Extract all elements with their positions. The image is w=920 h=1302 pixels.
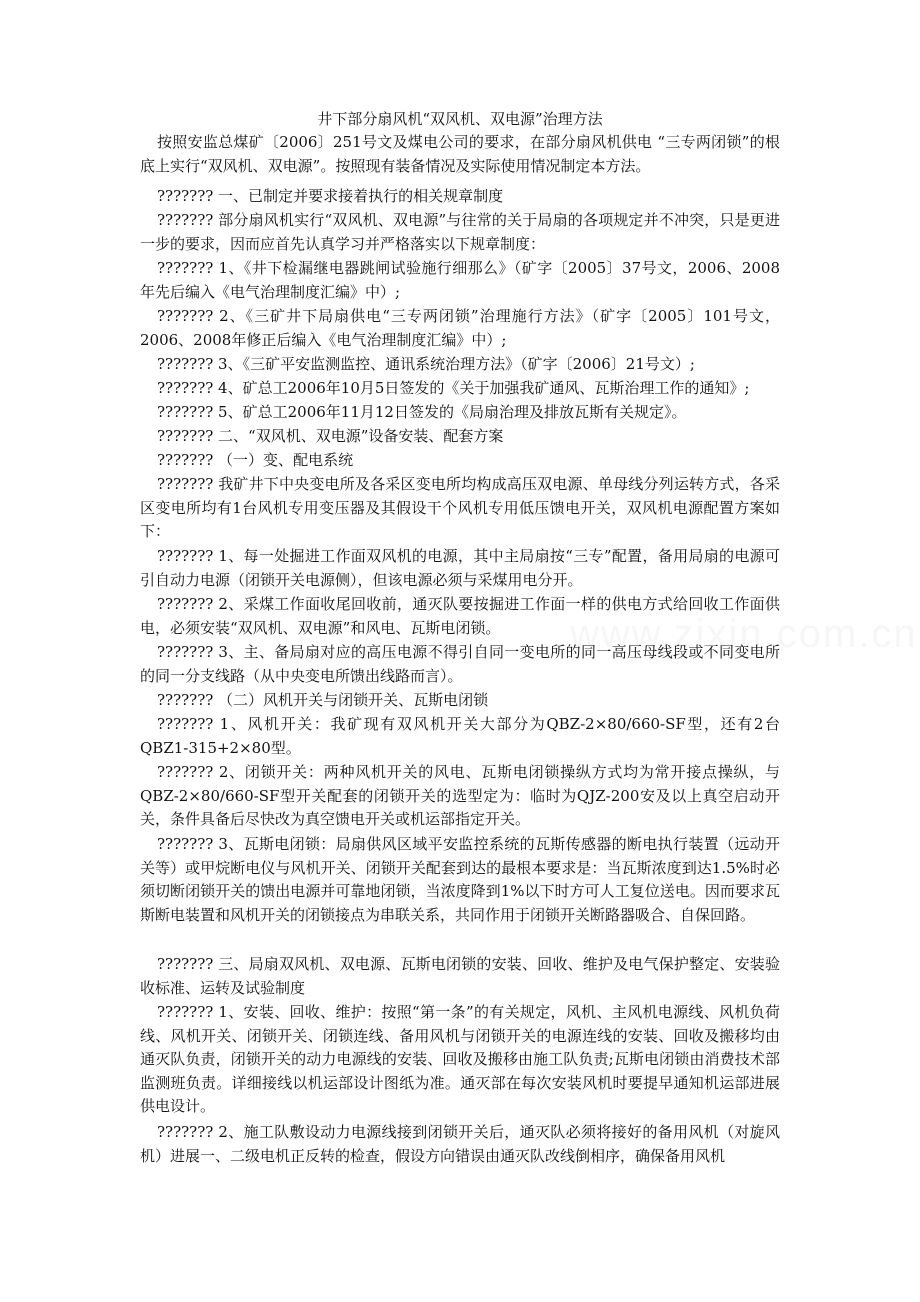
subsection-heading-2-2: ??????? （二）风机开关与闭锁开关、瓦斯电闭锁 — [157, 691, 489, 709]
paragraph-section-1-intro: ??????? 部分扇风机实行“双风机、双电源”与往常的关于局扇的各项规定并不冲突，只是更进一步的要求，因而应首先认真学习并严格落实以下规章制度： — [140, 211, 780, 253]
list-item-rule-3: ??????? 3、《三矿平安监测监控、通讯系统治理方法》（矿字〔2006〕21号文）; — [157, 355, 695, 373]
subsection-heading-2-1: ??????? （一）变、配电系统 — [157, 451, 354, 469]
list-item-rule-1: ??????? 1、《井下检漏继电器跳闸试验施行细那么》（矿字〔2005〕37号文，2006、2008年先后编入《电气治理制度汇编》中）; — [140, 259, 780, 301]
section-heading-2: ??????? 二、“双风机、双电源”设备安装、配套方案 — [157, 427, 504, 445]
paragraph-intro: 按照安监总煤矿〔2006〕251号文及煤电公司的要求，在部分扇风机供电 “三专两闭锁”的根底上实行“双风机、双电源”。按照现有装备情况及实际使用情况制定本方法。 — [140, 133, 780, 175]
list-item-power-2: ??????? 2、采煤工作面收尾回收前，通灭队要按掘进工作面一样的供电方式给回收工作面供电，必须安装“双风机、双电源”和风电、瓦斯电闭锁。 — [140, 595, 780, 637]
list-item-switch-2: ??????? 2、闭锁开关：两种风机开关的风电、瓦斯电闭锁操纵方式均为常开接点操纵，与QBZ-2×80/660-SF型开关配套的闭锁开关的选型定为：临时为QJZ-200安及以上真空启动开关，条件具备后尽快改为真空馈电开关或机运部指定开关。 — [140, 763, 780, 828]
section-heading-1: ??????? 一、已制定并要求接着执行的相关规章制度 — [157, 187, 504, 205]
paragraph-power-system: ??????? 我矿井下中央变电所及各采区变电所均构成高压双电源、单母线分列运转方式，各采区变电所均有1台风机专用变压器及其假设干个风机专用低压馈电开关，双风机电源配置方案如下： — [140, 475, 780, 540]
list-item-switch-3: ??????? 3、瓦斯电闭锁：局扇供风区域平安监控系统的瓦斯传感器的断电执行装置（远动开关等）或甲烷断电仪与风机开关、闭锁开关配套到达的最根本要求是：当瓦斯浓度到达1.5%时必须切断闭锁开关的馈出电源并可靠地闭锁，当浓度降到1%以下时方可人工复位送电。因而要求瓦斯断电装置和风机开关的闭锁接点为串联关系，共同作用于闭锁开关断路器吸合、自保回路。 — [140, 835, 780, 924]
section-heading-3: ??????? 三、局扇双风机、双电源、瓦斯电闭锁的安装、回收、维护及电气保护整定、安装验收标准、运转及试验制度 — [140, 955, 780, 997]
document-title: 井下部分扇风机“双风机、双电源”治理方法 — [317, 110, 603, 128]
list-item-rule-4: ??????? 4、矿总工2006年10月5日签发的《关于加强我矿通风、瓦斯治理工作的通知》; — [157, 379, 750, 397]
list-item-install-2: ??????? 2、施工队敷设动力电源线接到闭锁开关后，通灭队必须将接好的备用风机（对旋风机）进展一、二级电机正反转的检查，假设方向错误由通灭队改线倒相序，确保备用风机 — [140, 1123, 780, 1165]
list-item-power-1: ??????? 1、每一处掘进工作面双风机的电源，其中主局扇按“三专”配置，备用局扇的电源可引自动力电源（闭锁开关电源侧），但该电源必须与采煤用电分开。 — [140, 547, 780, 589]
list-item-rule-5: ??????? 5、矿总工2006年11月12日签发的《局扇治理及排放瓦斯有关规定》。 — [157, 403, 687, 421]
list-item-power-3: ??????? 3、主、备局扇对应的高压电源不得引自同一变电所的同一高压母线段或不同变电所的同一分支线路（从中央变电所馈出线路而言）。 — [140, 643, 780, 685]
list-item-install-1: ??????? 1、安装、回收、维护：按照“第一条”的有关规定，风机、主风机电源线、风机负荷线、风机开关、闭锁开关、闭锁连线、备用风机与闭锁开关的电源连线的安装、回收及搬移均由通灭队负责，闭锁开关的动力电源线的安装、回收及搬移由施工队负责;瓦斯电闭锁由消费技术部监测班负责。详细接线以机运部设计图纸为准。通灭部在每次安装风机时要提早通知机运部进展供电设计。 — [140, 1003, 780, 1115]
list-item-rule-2: ??????? 2、《三矿井下局扇供电“三专两闭锁”治理施行方法》（矿字〔2005〕101号文，2006、2008年修正后编入《电气治理制度汇编》中）; — [140, 307, 780, 349]
list-item-switch-1: ??????? 1、风机开关：我矿现有双风机开关大部分为QBZ-2×80/660-SF型，还有2台QBZ1-315+2×80型。 — [140, 715, 780, 757]
